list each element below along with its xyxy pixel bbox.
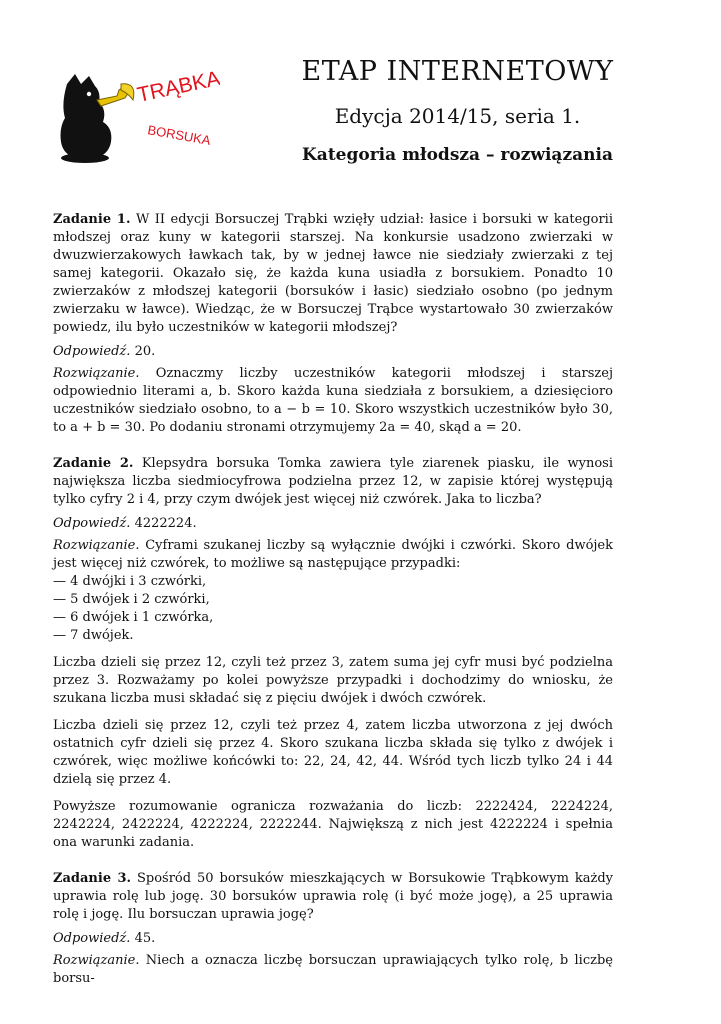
list-item: — 5 dwójek i 2 czwórki, xyxy=(53,592,210,607)
list-item: — 7 dwójek. xyxy=(53,628,134,643)
task-3 xyxy=(53,870,613,988)
solution-label: Rozwiązanie. xyxy=(53,538,140,553)
page-title: ETAP INTERNETOWY xyxy=(301,56,614,87)
content xyxy=(53,211,613,1006)
task-3-answer xyxy=(53,930,613,948)
solution-label: Rozwiązanie. xyxy=(53,366,140,381)
task-2-solution xyxy=(53,537,613,573)
answer-value: 45. xyxy=(134,931,156,946)
task-2-label: Zadanie 2. xyxy=(53,456,134,471)
list-item: — 6 dwójek i 1 czwórka, xyxy=(53,610,214,625)
task-3-statement xyxy=(53,870,613,924)
answer-value: 4222224. xyxy=(134,516,197,531)
task-1-solution xyxy=(53,365,613,437)
edition-subtitle: Edycja 2014/15, seria 1. xyxy=(334,104,581,128)
task-2 xyxy=(53,455,613,852)
task-2-paragraph-2: Liczba dzieli się przez 12, czyli też przez 4, zatem liczba utworzona z jej dwóch ostatnich cyfr dzieli się przez 4. Skoro szukana liczba składa się tylko z dwójek i czwórek, więc możliwe końcówki to: 22, 24, 42, 44. Wśród tych liczb tylko 24 i 44 dzielą się przez 4. xyxy=(53,718,613,787)
solution-text: Cyframi szukanej liczby są wyłącznie dwójki i czwórki. Skoro dwójek jest więcej niż czwórek, to możliwe są następujące przypadki: xyxy=(53,538,613,571)
task-2-answer xyxy=(53,515,613,533)
task-2-paragraph-1: Liczba dzieli się przez 12, czyli też przez 3, zatem suma jej cyfr musi być podzielna przez 3. Rozważamy po kolei powyższe przypadki i dochodzimy do wniosku, że szukana liczba musi składać się z pięciu dwójek i dwóch czwórek. xyxy=(53,655,613,706)
logo xyxy=(55,62,220,172)
cases-list xyxy=(53,573,613,645)
task-2-text: Klepsydra borsuka Tomka zawiera tyle ziarenek piasku, ile wynosi największa liczba siedmiocyfrowa podzielna przez 12, w zapisie której występują tylko cyfry 2 i 4, przy czym dwójek jest więcej niż czwórek. Jaka to liczba? xyxy=(53,456,613,507)
task-1 xyxy=(53,211,613,437)
task-3-text: Spośród 50 borsuków mieszkających w Borsukowie Trąbkowym każdy uprawia rolę lub jogę. 30 borsuków uprawia rolę (i być może jogę), a 25 uprawia rolę i jogę. Ilu borsuczan uprawia jogę? xyxy=(53,871,614,922)
answer-label: Odpowiedź. xyxy=(53,516,131,531)
category-subtitle: Kategoria młodsza – rozwiązania xyxy=(302,145,613,165)
svg-text:TRĄBKA: TRĄBKA xyxy=(135,66,220,107)
task-1-label: Zadanie 1. xyxy=(53,212,131,227)
badger-trumpet-logo-icon xyxy=(55,62,220,172)
task-1-text: W II edycji Borsuczej Trąbki wzięły udział: łasice i borsuki w kategorii młodszej oraz kuny w kategorii starszej. Na konkursie usadzono zwierzaki w dwuzwierzakowych ławkach tak, by w jednej ławce nie siedziały zwierzaki z tej samej kategorii. Okazało się, że każda kuna usiadła z borsukiem. Ponadto 10 zwierzaków z młodszej kategorii (borsuków i łasic) siedziało osobno (po jednym zwierzaku w ławce). Wiedząc, że w Borsuczej Trąbce wystartowało 30 zwierzaków powiedz, ilu było uczestników w kategorii młodszej? xyxy=(53,212,613,335)
answer-label: Odpowiedź. xyxy=(53,931,131,946)
solution-text: Niech a oznacza liczbę borsuczan uprawiających tylko rolę, b liczbę borsu- xyxy=(53,953,613,986)
task-2-paragraph-3: Powyższe rozumowanie ogranicza rozważania do liczb: 2222424, 2224224, 2242224, 2422224, 4222224, 2222244. Największą z nich jest 4222224 i spełnia ona warunki zadania. xyxy=(53,799,613,850)
task-3-label: Zadanie 3. xyxy=(53,871,132,886)
svg-text:BORSUKA: BORSUKA xyxy=(146,122,212,148)
task-1-statement xyxy=(53,211,613,337)
answer-label: Odpowiedź. xyxy=(53,344,131,359)
list-item: — 4 dwójki i 3 czwórki, xyxy=(53,574,207,589)
task-1-answer xyxy=(53,343,613,361)
task-2-statement xyxy=(53,455,613,509)
solution-label: Rozwiązanie. xyxy=(53,953,140,968)
solution-text: Oznaczmy liczby uczestników kategorii młodszej i starszej odpowiednio literami a, b. Skoro każda kuna siedziała z borsukiem, a dziesięcioro uczestników siedziało osobno, to a − b = 10. Skoro wszystkich uczestników było 30, to a + b = 30. Po dodaniu stronami otrzymujemy 2a = 40, skąd a = 20. xyxy=(53,366,613,435)
task-3-solution xyxy=(53,952,613,988)
answer-value: 20. xyxy=(134,344,156,359)
